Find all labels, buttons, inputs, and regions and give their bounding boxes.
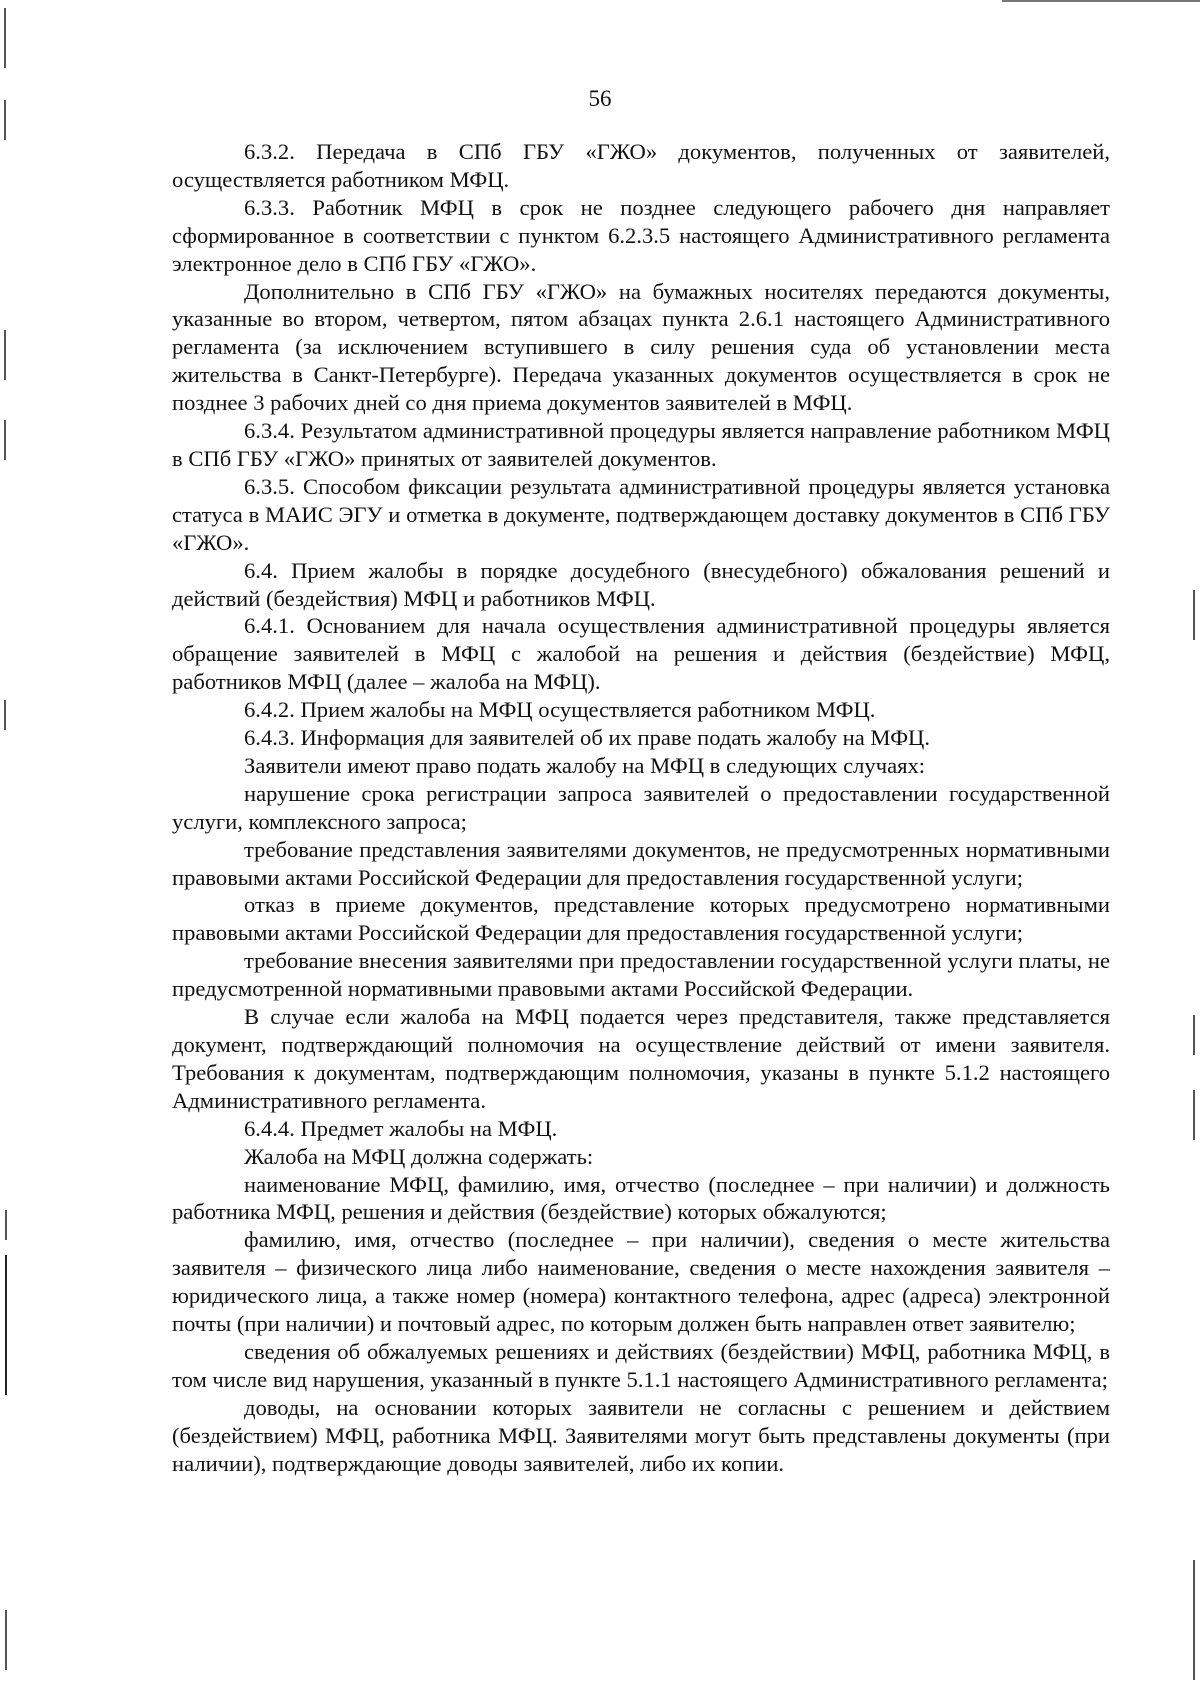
list-item-extra-documents: требование представления заявителями документов, не предусмотренных нормативными правовыми актами Российской Федерации для предоставления государственной услуги; [172, 836, 1110, 890]
scan-mark [1193, 1090, 1195, 1140]
paragraph-6-4: 6.4. Прием жалобы в порядке досудебного (внесудебного) обжалования решений и действий (бездействия) МФЦ и работников МФЦ. [172, 557, 1110, 611]
page-number: 56 [588, 86, 612, 111]
list-item-registration-violation: нарушение срока регистрации запроса заявителей о предоставлении государственной услуги, комплексного запроса; [172, 780, 1110, 834]
paragraph-6-3-3: 6.3.3. Работник МФЦ в срок не позднее следующего рабочего дня направляет сформированное в соответствии с пунктом 6.2.3.5 настоящего Административного регламента электронное дело в СПб ГБУ «ГЖО». [172, 194, 1110, 276]
scan-mark [4, 8, 6, 68]
scan-mark [1193, 1015, 1195, 1055]
scan-mark [5, 1210, 7, 1240]
list-item-appealed-decisions: сведения об обжалуемых решениях и действиях (бездействии) МФЦ, работника МФЦ, в том числе вид нарушения, указанный в пункте 5.1.1 настоящего Административного регламента; [172, 1338, 1110, 1392]
paragraph-6-4-4: 6.4.4. Предмет жалобы на МФЦ. [244, 1115, 558, 1141]
scan-edge-line [1002, 0, 1200, 2]
scan-mark [1193, 1560, 1195, 1680]
list-item-fee-demand: требование внесения заявителями при предоставлении государственной услуги платы, не предусмотренной нормативными правовыми актами Российской Федерации. [172, 948, 1110, 1002]
paragraph-6-3-5: 6.3.5. Способом фиксации результата административной процедуры является установка статуса в МАИС ЭГУ и отметка в документе, подтверждающем доставку документов в СПб ГБУ «ГЖО». [172, 473, 1110, 555]
scan-mark [5, 1255, 7, 1395]
scan-mark [5, 1610, 7, 1670]
scan-mark [4, 330, 6, 380]
document-body [172, 138, 1110, 1478]
list-item-applicant-info: фамилию, имя, отчество (последнее – при наличии), сведения о месте жительства заявителя – физического лица либо наименование, сведения о месте нахождения заявителя – юридического лица, а также номер (номера) контактного телефона, адрес (адреса) электронной почты (при наличии) и почтовый адрес, по которым должен быть направлен ответ заявителю; [172, 1227, 1110, 1337]
paragraph-complaint-cases: Заявители имеют право подать жалобу на МФЦ в следующих случаях: [244, 752, 926, 778]
scan-mark [4, 700, 6, 730]
list-item-arguments: доводы, на основании которых заявители не согласны с решением и действием (бездействием) МФЦ, работника МФЦ. Заявителями могут быть представлены документы (при наличии), подтверждающие доводы заявителей, либо их копии. [172, 1394, 1110, 1476]
scan-mark [1193, 590, 1195, 640]
paragraph-6-4-3: 6.4.3. Информация для заявителей об их праве подать жалобу на МФЦ. [244, 725, 931, 751]
list-item-refusal: отказ в приеме документов, представление которых предусмотрено нормативными правовыми актами Российской Федерации для предоставления государственной услуги; [172, 892, 1110, 946]
paragraph-representative: В случае если жалоба на МФЦ подается через представителя, также представляется документ, подтверждающий полномочия на осуществление действий от имени заявителя. Требования к документам, подтверждающим полномочия, указаны в пункте 5.1.2 настоящего Административного регламента. [172, 1004, 1110, 1113]
paragraph-6-4-2: 6.4.2. Прием жалобы на МФЦ осуществляется работником МФЦ. [244, 697, 876, 723]
paragraph-6-4-1: 6.4.1. Основанием для начала осуществления административной процедуры является обращение заявителей в МФЦ с жалобой на решения и действия (бездействие) МФЦ, работников МФЦ (далее – жалоба на МФЦ). [172, 613, 1110, 695]
list-item-mfc-name: наименование МФЦ, фамилию, имя, отчество (последнее – при наличии) и должность работника МФЦ, решения и действия (бездействие) которых обжалуются; [172, 1171, 1110, 1225]
paragraph-6-3-2: 6.3.2. Передача в СПб ГБУ «ГЖО» документов, полученных от заявителей, осуществляется работником МФЦ. [172, 139, 1110, 192]
scan-mark [4, 420, 6, 460]
paragraph-6-3-4: 6.3.4. Результатом административной процедуры является направление работником МФЦ в СПб ГБУ «ГЖО» принятых от заявителей документов. [172, 418, 1110, 471]
paragraph-complaint-content: Жалоба на МФЦ должна содержать: [244, 1143, 594, 1169]
paragraph-additional-documents: Дополнительно в СПб ГБУ «ГЖО» на бумажных носителях передаются документы, указанные во втором, четвертом, пятом абзацах пункта 2.6.1 настоящего Административного регламента (за исключением вступившего в силу решения суда об установлении места жительства в Санкт-Петербурге). Передача указанных документов осуществляется в срок не позднее 3 рабочих дней со дня приема документов заявителей в МФЦ. [172, 278, 1110, 416]
